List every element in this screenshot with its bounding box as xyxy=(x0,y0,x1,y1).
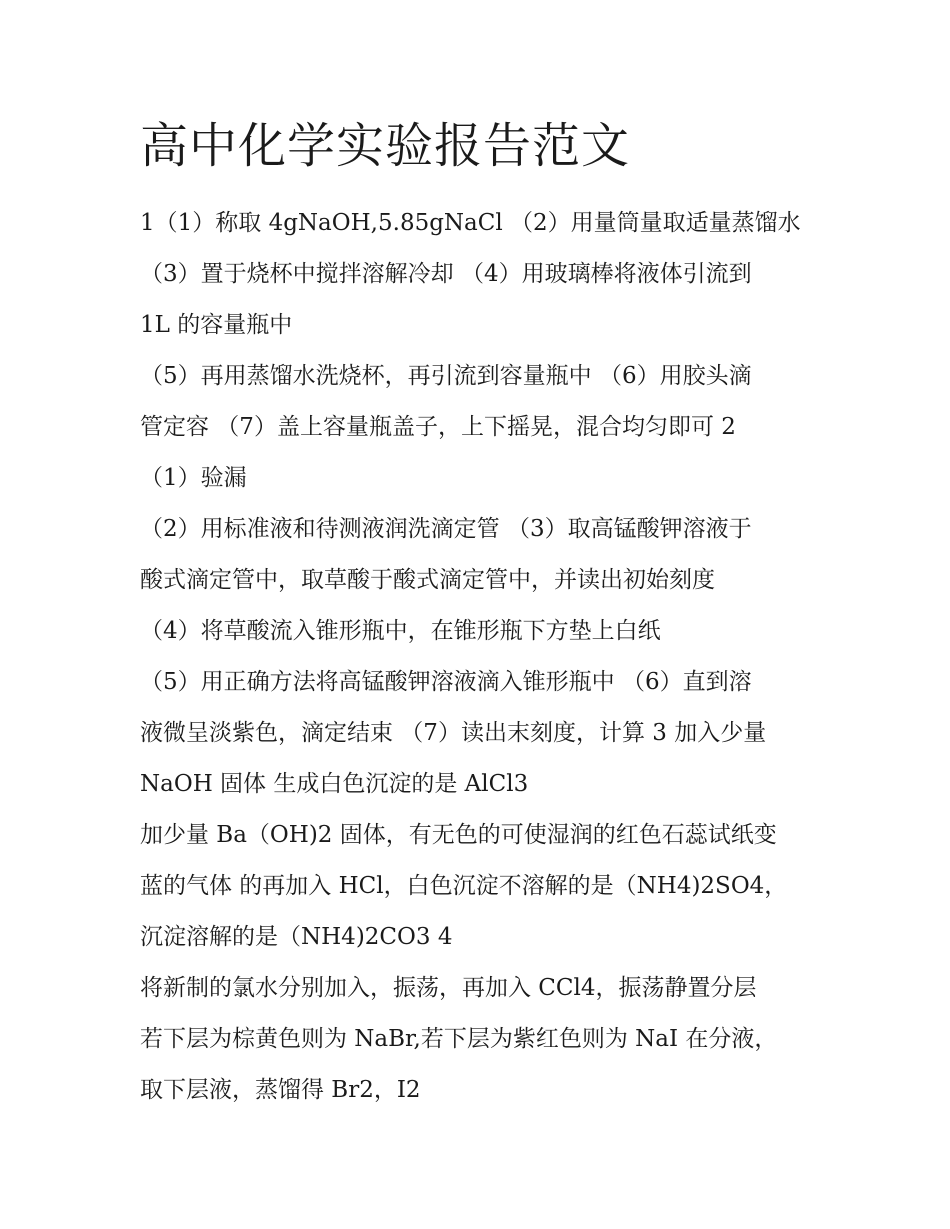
text-line: （1）验漏 xyxy=(140,465,247,491)
text-line: （5）用正确方法将高锰酸钾溶液滴入锥形瓶中 （6）直到溶 xyxy=(140,669,752,695)
page-title: 高中化学实验报告范文 xyxy=(140,118,631,174)
text-line: 取下层液，蒸馏得 Br2，I2 xyxy=(140,1077,421,1103)
text-line: 将新制的氯水分别加入，振荡，再加入 CCl4，振荡静置分层 xyxy=(140,975,757,1001)
text-line: 加少量 Ba（OH)2 固体，有无色的可使湿润的红色石蕊试纸变 xyxy=(140,822,777,848)
text-line: （3）置于烧杯中搅拌溶解冷却 （4）用玻璃棒将液体引流到 xyxy=(140,261,752,287)
document-body xyxy=(140,203,840,1121)
text-line: 1（1）称取 4gNaOH,5.85gNaCl （2）用量筒量取适量蒸馏水 xyxy=(140,210,801,236)
text-line: 管定容 （7）盖上容量瓶盖子，上下摇晃，混合均匀即可 2 xyxy=(140,414,736,440)
text-line: 1L 的容量瓶中 xyxy=(140,312,293,338)
text-line: 若下层为棕黄色则为 NaBr,若下层为紫红色则为 NaI 在分液， xyxy=(140,1026,778,1052)
text-line: 液微呈淡紫色，滴定结束 （7）读出末刻度，计算 3 加入少量 xyxy=(140,720,767,746)
text-line: 沉淀溶解的是（NH4)2CO3 4 xyxy=(140,924,453,950)
text-line: （5）再用蒸馏水洗烧杯，再引流到容量瓶中 （6）用胶头滴 xyxy=(140,363,752,389)
text-line: NaOH 固体 生成白色沉淀的是 AlCl3 xyxy=(140,771,529,797)
text-line: 酸式滴定管中，取草酸于酸式滴定管中，并读出初始刻度 xyxy=(140,567,715,593)
text-line: （2）用标准液和待测液润洗滴定管 （3）取高锰酸钾溶液于 xyxy=(140,516,752,542)
text-line: （4）将草酸流入锥形瓶中，在锥形瓶下方垫上白纸 xyxy=(140,618,661,644)
text-line: 蓝的气体 的再加入 HCl，白色沉淀不溶解的是（NH4)2SO4， xyxy=(140,873,788,899)
